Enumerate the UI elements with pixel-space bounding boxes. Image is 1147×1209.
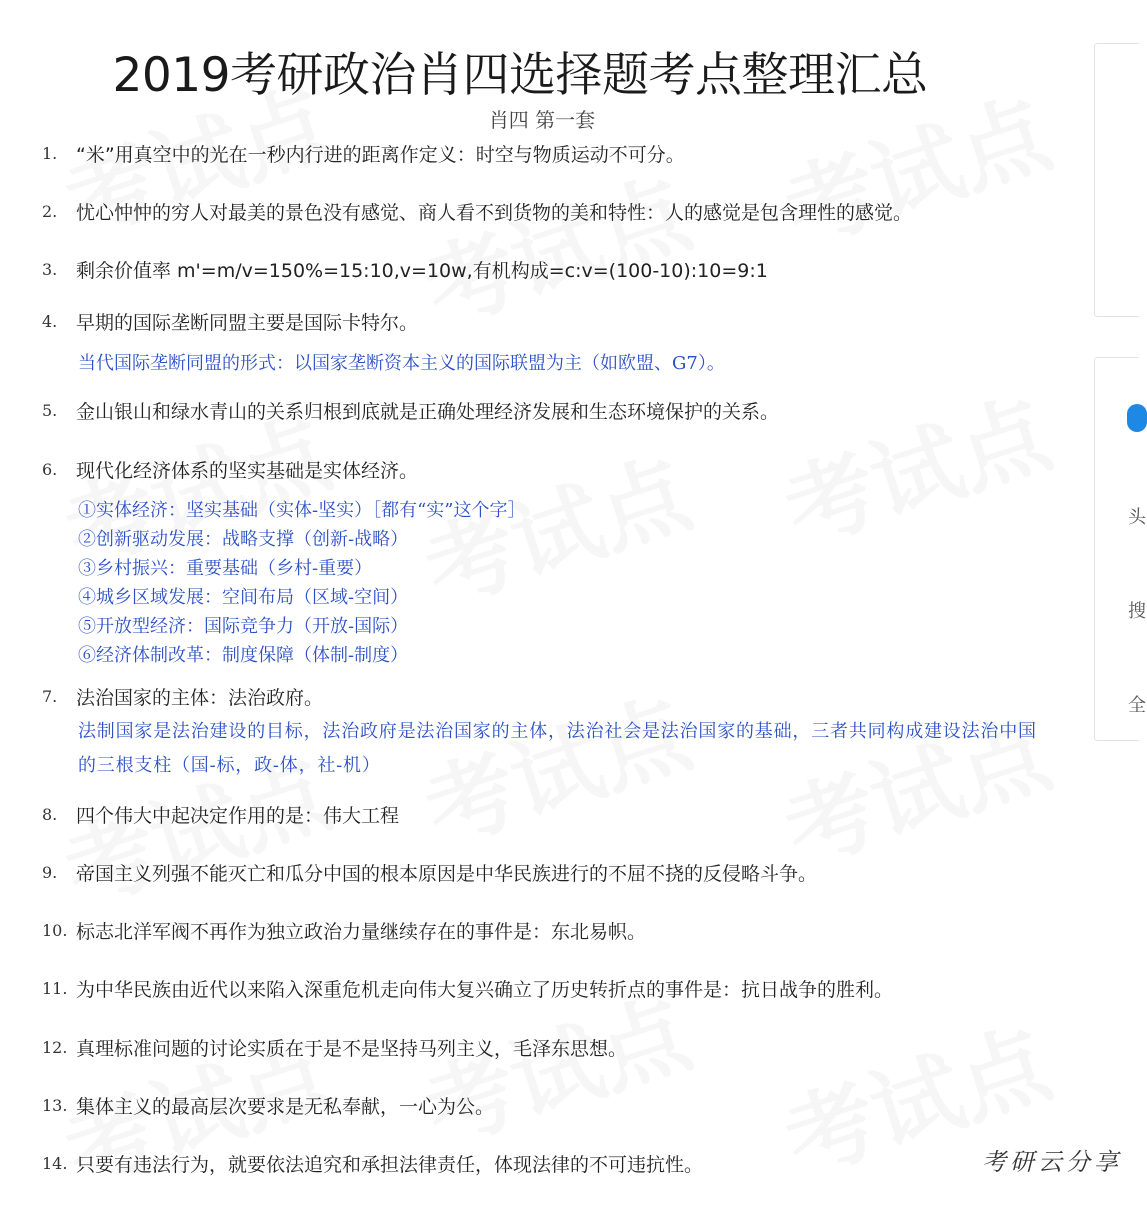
item-text: 剩余价值率 m'=m/v=150%=15:10,v=10w,有机构成=c:v=(100-10):10=9:1 [76, 260, 768, 282]
page-subtitle: 肖四 第一套 [488, 108, 596, 132]
item-text: “米”用真空中的光在一秒内行进的距离作定义：时空与物质运动不可分。 [76, 144, 685, 166]
item-6-note-line: ⑤开放型经济：国际竞争力（开放-国际） [78, 616, 409, 637]
item-text: 标志北洋军阀不再作为独立政治力量继续存在的事件是：东北易帜。 [76, 921, 647, 943]
item-number: 10. [42, 921, 68, 940]
sidebar-item-label[interactable]: 头 [1128, 507, 1146, 528]
item-number: 4. [42, 312, 58, 331]
signature-watermark: 考研云分享 [982, 1148, 1122, 1176]
item-text: 帝国主义列强不能灭亡和瓜分中国的根本原因是中华民族进行的不屈不挠的反侵略斗争。 [76, 863, 818, 885]
sidebar-item-label[interactable]: 全 [1128, 695, 1146, 716]
watermark [767, 681, 1064, 888]
watermark [407, 421, 704, 628]
item-6-note-line: ②创新驱动发展：战略支撑（创新-战略） [78, 529, 409, 550]
item-4-note: 当代国际垄断同盟的形式：以国家垄断资本主义的国际联盟为主（如欧盟、G7）。 [78, 353, 725, 374]
item-number: 5. [42, 401, 58, 420]
item-text: 为中华民族由近代以来陷入深重危机走向伟大复兴确立了历史转折点的事件是：抗日战争的胜利。 [76, 979, 894, 1001]
sidebar-item-label[interactable]: 搜 [1128, 601, 1146, 622]
watermark [767, 361, 1064, 568]
item-text: 集体主义的最高层次要求是无私奉献，一心为公。 [76, 1096, 495, 1118]
item-6-note-line: ③乡村振兴：重要基础（乡村-重要） [78, 558, 373, 579]
item-text: 真理标准问题的讨论实质在于是不是坚持马列主义，毛泽东思想。 [76, 1038, 628, 1060]
sidebar-card[interactable] [1094, 43, 1139, 317]
item-number: 1. [42, 144, 58, 163]
item-number: 8. [42, 805, 58, 824]
item-number: 13. [42, 1096, 68, 1115]
watermark [407, 141, 704, 348]
item-text: 法治国家的主体：法治政府。 [76, 687, 324, 709]
item-number: 11. [42, 979, 68, 998]
item-text: 忧心忡忡的穷人对最美的景色没有感觉、商人看不到货物的美和特性：人的感觉是包含理性的感觉。 [76, 202, 913, 224]
item-text: 金山银山和绿水青山的关系归根到底就是正确处理经济发展和生态环境保护的关系。 [76, 401, 780, 423]
item-number: 7. [42, 687, 58, 706]
page-title: 2019考研政治肖四选择题考点整理汇总 [112, 48, 928, 103]
sidebar-badge-icon [1127, 404, 1147, 432]
item-number: 2. [42, 202, 58, 221]
item-number: 14. [42, 1154, 68, 1173]
item-7-note: 法制国家是法治建设的目标，法治政府是法治国家的主体，法治社会是法治国家的基础，三者共同构成建设法治中国的三根支柱（国-标，政-体，社-机） [78, 721, 1037, 776]
item-6-note-line: ⑥经济体制改革：制度保障（体制-制度） [78, 645, 409, 666]
item-text: 早期的国际垄断同盟主要是国际卡特尔。 [76, 312, 419, 334]
item-text: 只要有违法行为，就要依法追究和承担法律责任，体现法律的不可违抗性。 [76, 1154, 704, 1176]
item-number: 3. [42, 260, 58, 279]
item-6-note-line: ④城乡区域发展：空间布局（区域-空间） [78, 587, 409, 608]
item-text: 四个伟大中起决定作用的是：伟大工程 [76, 805, 400, 827]
item-text: 现代化经济体系的坚实基础是实体经济。 [76, 460, 419, 482]
item-number: 6. [42, 460, 58, 479]
item-number: 12. [42, 1038, 68, 1057]
item-number: 9. [42, 863, 58, 882]
item-6-note-line: ①实体经济：坚实基础（实体-坚实）［都有“实”这个字］ [78, 500, 526, 521]
